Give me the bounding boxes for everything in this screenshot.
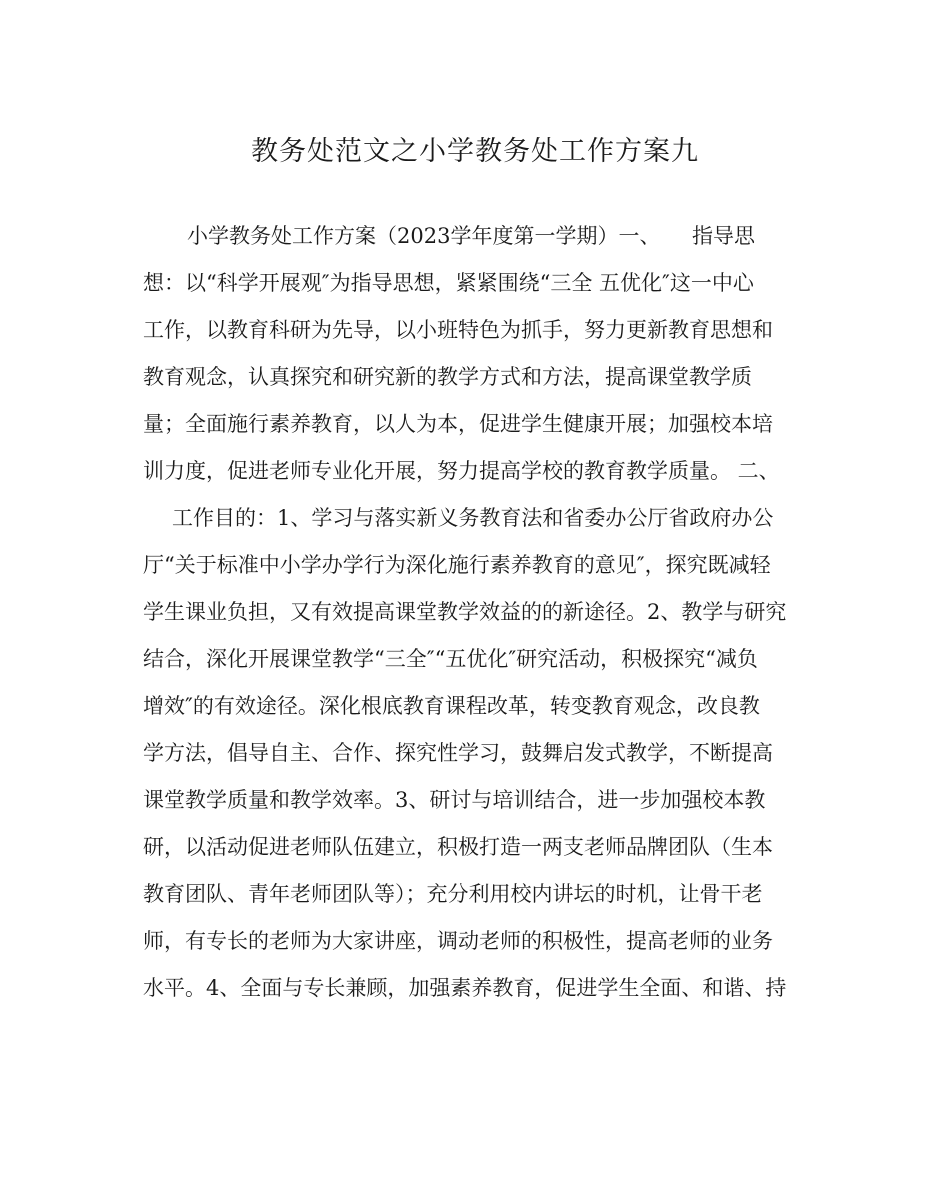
body-line: 结合，深化开展课堂教学“三全″“五优化″研究活动，积极探究“减负 xyxy=(143,647,758,671)
body-line: 增效″的有效途径。深化根底教育课程改革，转变教育观念，改良教 xyxy=(143,694,760,718)
body-line: 学方法，倡导自主、合作、探究性学习，鼓舞启发式教学，不断提高 xyxy=(143,741,773,765)
body-line: 教育团队、青年老师团队等）；充分利用校内讲坛的时机，让骨干老 xyxy=(143,882,763,906)
body-line: 小学教务处工作方案（2023学年度第一学期）一、 指导思 xyxy=(187,224,755,248)
body-line: 教育观念，认真探究和研究新的教学方式和方法，提高课堂教学质 xyxy=(143,365,752,389)
body-line: 水平。4、全面与专长兼顾，加强素养教育，促进学生全面、和谐、持 xyxy=(143,976,787,1000)
body-line: 研，以活动促进老师队伍建立，积极打造一两支老师品牌团队（生本 xyxy=(143,835,773,859)
body-line: 量；全面施行素养教育，以人为本，促进学生健康开展；加强校本培 xyxy=(143,412,773,436)
body-line: 学生课业负担，又有效提高课堂教学效益的的新途径。2、教学与研究 xyxy=(143,600,787,624)
document-title: 教务处范文之小学教务处工作方案九 xyxy=(251,136,699,167)
body-line: 工作，以教育科研为先导，以小班特色为抓手，努力更新教育思想和 xyxy=(143,318,773,342)
body-line: 课堂教学质量和教学效率。3、研讨与培训结合，进一步加强校本教 xyxy=(143,788,766,812)
body-line: 训力度，促进老师专业化开展，努力提高学校的教育教学质量。 二、 xyxy=(143,459,780,483)
body-line: 工作目的：1、学习与落实新义务教育法和省委办公厅省政府办公 xyxy=(172,506,774,530)
body-line: 师，有专长的老师为大家讲座，调动老师的积极性，提高老师的业务 xyxy=(143,929,773,953)
body-line: 厅“关于标准中小学办学行为深化施行素养教育的意见″，探究既减轻 xyxy=(143,553,771,577)
body-line: 想：以“科学开展观″为指导思想，紧紧围绕“三全 五优化″这一中心 xyxy=(143,271,754,295)
